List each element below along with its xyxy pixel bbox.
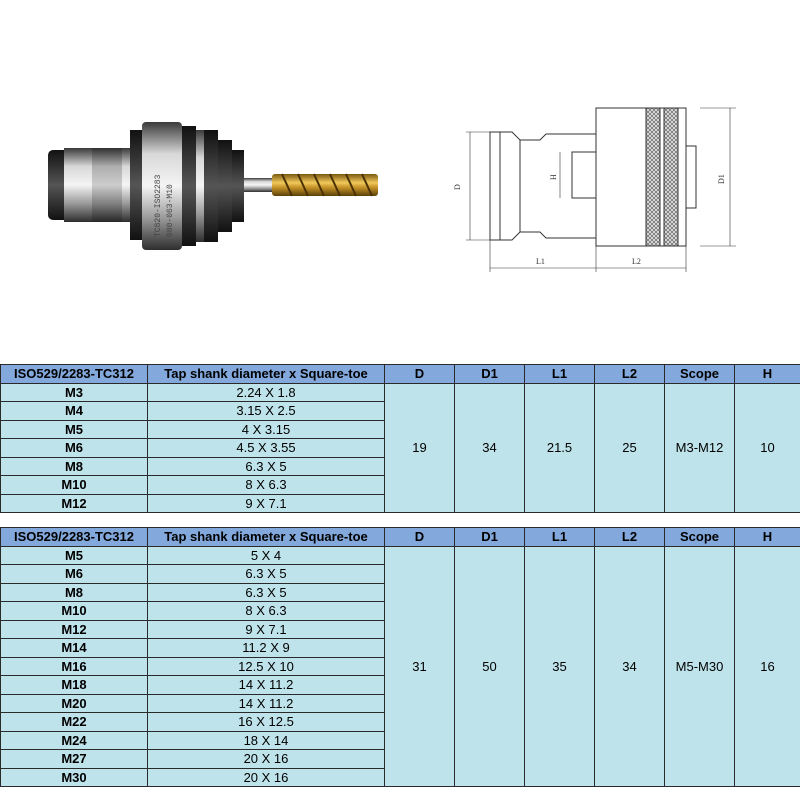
value-cell-d1: 50 xyxy=(455,546,525,787)
shank-size-cell: 18 X 14 xyxy=(148,731,385,750)
value-cell-l1: 35 xyxy=(525,546,595,787)
drawing-dimension-labels xyxy=(453,174,726,266)
column-header: D1 xyxy=(455,528,525,547)
model-cell: M27 xyxy=(1,750,148,769)
value-cell-d: 31 xyxy=(385,546,455,787)
table-header-row xyxy=(1,365,800,384)
shank-size-cell: 6.3 X 5 xyxy=(148,457,385,476)
shank-size-cell: 2.24 X 1.8 xyxy=(148,383,385,402)
column-header: D xyxy=(385,365,455,384)
shank-size-cell: 8 X 6.3 xyxy=(148,476,385,495)
value-cell-h: 10 xyxy=(735,383,800,513)
model-cell: M22 xyxy=(1,713,148,732)
dim-label-d1: D1 xyxy=(717,174,726,184)
shank-size-cell: 3.15 X 2.5 xyxy=(148,402,385,421)
shank-size-cell: 5 X 4 xyxy=(148,546,385,565)
model-cell: M10 xyxy=(1,476,148,495)
value-cell-scope: M5-M30 xyxy=(665,546,735,787)
shank-size-cell: 9 X 7.1 xyxy=(148,620,385,639)
shank-size-cell: 14 X 11.2 xyxy=(148,676,385,695)
model-cell: M6 xyxy=(1,565,148,584)
value-cell-d: 19 xyxy=(385,383,455,513)
model-cell: M16 xyxy=(1,657,148,676)
tool-inscription-1: TC820-ISO2283 xyxy=(154,174,163,237)
column-header: H xyxy=(735,528,800,547)
value-cell-l1: 21.5 xyxy=(525,383,595,513)
model-cell: M12 xyxy=(1,620,148,639)
value-cell-scope: M3-M12 xyxy=(665,383,735,513)
value-cell-d1: 34 xyxy=(455,383,525,513)
shank-size-cell: 9 X 7.1 xyxy=(148,494,385,513)
dim-label-l2: L2 xyxy=(632,257,641,266)
shank-size-cell: 20 X 16 xyxy=(148,750,385,769)
column-header: L2 xyxy=(595,365,665,384)
shank-size-cell: 12.5 X 10 xyxy=(148,657,385,676)
model-cell: M30 xyxy=(1,768,148,787)
table-row xyxy=(1,383,800,402)
shank-size-cell: 6.3 X 5 xyxy=(148,565,385,584)
tap-holder-photo xyxy=(48,122,378,250)
model-cell: M14 xyxy=(1,639,148,658)
spec-table-1 xyxy=(0,364,800,513)
table-header-row xyxy=(1,528,800,547)
model-cell: M3 xyxy=(1,383,148,402)
tool-inscription-2: 080-063-M10 xyxy=(166,184,175,237)
shank-size-cell: 14 X 11.2 xyxy=(148,694,385,713)
model-cell: M12 xyxy=(1,494,148,513)
value-cell-l2: 34 xyxy=(595,546,665,787)
dim-label-d: D xyxy=(453,184,462,190)
model-cell: M20 xyxy=(1,694,148,713)
table-row xyxy=(1,546,800,565)
model-cell: M24 xyxy=(1,731,148,750)
shank-size-cell: 4 X 3.15 xyxy=(148,420,385,439)
column-header: L2 xyxy=(595,528,665,547)
value-cell-l2: 25 xyxy=(595,383,665,513)
model-cell: M8 xyxy=(1,583,148,602)
model-cell: M6 xyxy=(1,439,148,458)
value-cell-h: 16 xyxy=(735,546,800,787)
dim-label-l1: L1 xyxy=(536,257,545,266)
column-header: ISO529/2283-TC312 xyxy=(1,528,148,547)
column-header: L1 xyxy=(525,528,595,547)
model-cell: M5 xyxy=(1,420,148,439)
shank-size-cell: 20 X 16 xyxy=(148,768,385,787)
model-cell: M5 xyxy=(1,546,148,565)
column-header: Scope xyxy=(665,528,735,547)
technical-drawing xyxy=(466,108,736,272)
column-header: Scope xyxy=(665,365,735,384)
model-cell: M8 xyxy=(1,457,148,476)
column-header: ISO529/2283-TC312 xyxy=(1,365,148,384)
shank-size-cell: 6.3 X 5 xyxy=(148,583,385,602)
shank-size-cell: 8 X 6.3 xyxy=(148,602,385,621)
model-cell: M4 xyxy=(1,402,148,421)
shank-size-cell: 4.5 X 3.55 xyxy=(148,439,385,458)
spec-table-2 xyxy=(0,527,800,787)
column-header: Tap shank diameter x Square-toe xyxy=(148,528,385,547)
shank-size-cell: 11.2 X 9 xyxy=(148,639,385,658)
product-illustration xyxy=(0,0,800,362)
model-cell: M10 xyxy=(1,602,148,621)
dim-label-h: H xyxy=(549,174,558,180)
column-header: H xyxy=(735,365,800,384)
shank-size-cell: 16 X 12.5 xyxy=(148,713,385,732)
column-header: D1 xyxy=(455,365,525,384)
model-cell: M18 xyxy=(1,676,148,695)
column-header: Tap shank diameter x Square-toe xyxy=(148,365,385,384)
column-header: L1 xyxy=(525,365,595,384)
column-header: D xyxy=(385,528,455,547)
